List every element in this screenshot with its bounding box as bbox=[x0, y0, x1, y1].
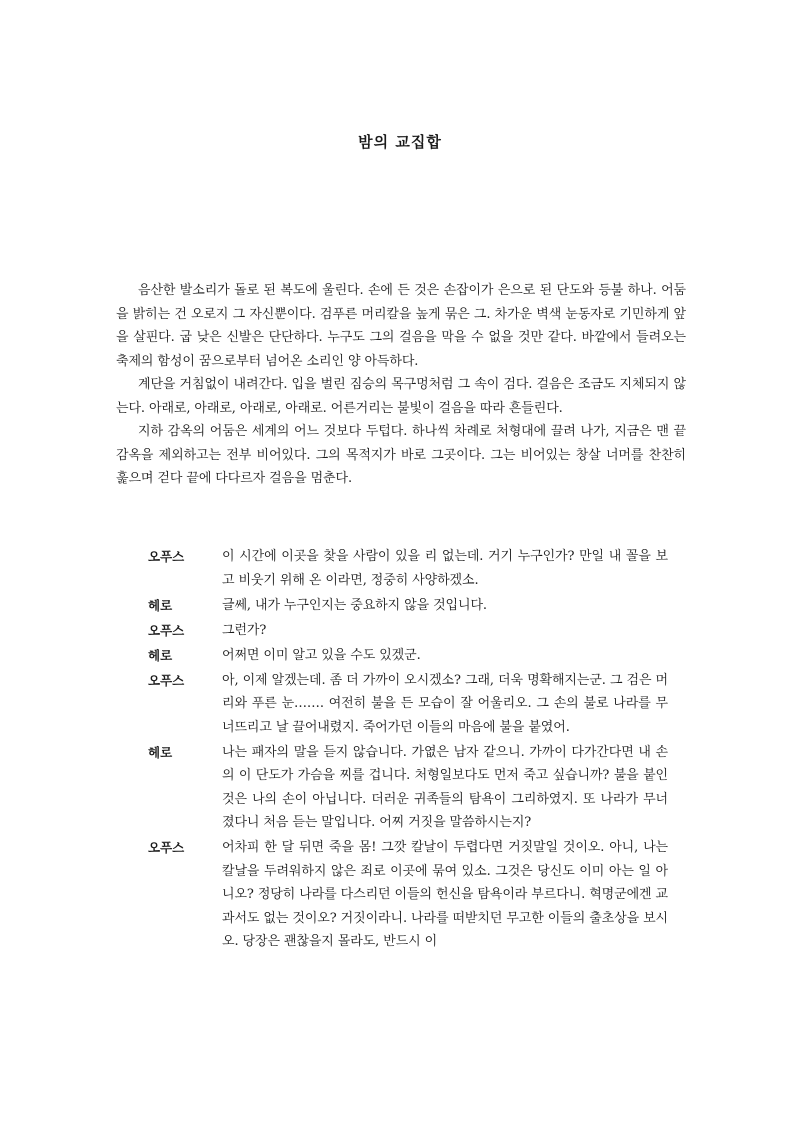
dialogue-line bbox=[148, 836, 668, 954]
document-title: 밤의 교집합 bbox=[358, 133, 442, 151]
dialogue-text: 아, 이제 알겠는데. 좀 더 가까이 오시겠소? 그래, 더욱 명확해지는군. 그 검은 머리와 푸른 눈……. 여전히 불을 든 모습이 잘 어울리오. 그 손의 불로 나라를 무너뜨리고 날 끌어내렸지. 죽어가던 이들의 마음에 불을 붙였어. bbox=[222, 672, 668, 735]
speaker-name: 헤로 bbox=[148, 647, 173, 663]
speaker-name: 오푸스 bbox=[148, 549, 185, 564]
dialogue-line bbox=[148, 741, 668, 835]
narrative-paragraph: 음산한 발소리가 돌로 된 복도에 울린다. 손에 든 것은 손잡이가 은으로 된 단도와 등불 하나. 어둠을 밝히는 건 오로지 그 자신뿐이다. 검푸른 머리칼을 높게 묶은 그. 차가운 벽색 눈동자로 기민하게 앞을 살핀다. 굽 낮은 신발은 단단하다. 누구도 그의 걸음을 막을 수 없을 것만 같다. 바깥에서 들려오는 축제의 함성이 꿈으로부터 넘어온 소리인 양 아득하다. bbox=[116, 283, 686, 369]
speaker-name: 오푸스 bbox=[148, 672, 185, 688]
dialogue-text: 나는 패자의 말을 듣지 않습니다. 가엾은 남자 같으니. 가까이 다가간다면 내 손의 이 단도가 가슴을 찌를 겁니다. 처형일보다도 먼저 죽고 싶습니까? 불을 붙인 것은 나의 손이 아닙니다. 더러운 귀족들의 탐욕이 그리하였지. 또 나라가 무너졌다니 처음 듣는 말입니다. 어찌 거짓을 말씀하시는지? bbox=[222, 744, 668, 830]
dialogue-text: 어차피 한 달 뒤면 죽을 몸! 그깟 칼날이 두렵다면 거짓말일 것이오. 아니, 나는 칼날을 두려워하지 않은 죄로 이곳에 묶여 있소. 그것은 당신도 이미 아는 일 아니오? 정당히 나라를 다스리던 이들의 헌신을 탐욕이라 부르다니. 혁명군에겐 교과서도 없는 것이오? 거짓이라니. 나라를 떠받치던 무고한 이들의 출초상을 보시오. 당장은 괜찮을지 몰라도, 반드시 이 bbox=[222, 840, 668, 949]
narrative-paragraph: 계단을 거침없이 내려간다. 입을 벌린 짐승의 목구멍처럼 그 속이 검다. 걸음은 조금도 지체되지 않는다. 아래로, 아래로, 아래로, 아래로. 어른거리는 불빛이 걸음을 따라 흔들린다. bbox=[116, 377, 686, 416]
dialogue-line bbox=[148, 545, 668, 592]
speaker-name: 헤로 bbox=[148, 597, 173, 613]
dialogue-line bbox=[148, 644, 668, 668]
speaker-name: 오푸스 bbox=[148, 840, 185, 855]
dialogue-line bbox=[148, 669, 668, 740]
speaker-name: 헤로 bbox=[148, 744, 173, 760]
dialogue-line bbox=[148, 619, 668, 643]
speaker-name: 오푸스 bbox=[148, 622, 185, 638]
dialogue-text: 글쎄, 내가 누구인지는 중요하지 않을 것입니다. bbox=[222, 597, 487, 613]
dialogue-text: 이 시간에 이곳을 찾을 사람이 있을 리 없는데. 거기 누구인가? 만일 내 꼴을 보고 비웃기 위해 온 이라면, 정중히 사양하겠소. bbox=[222, 549, 668, 588]
dialogue-text: 어쩌면 이미 알고 있을 수도 있겠군. bbox=[222, 647, 421, 663]
narrative-paragraph: 지하 감옥의 어둠은 세계의 어느 것보다 두텁다. 하나씩 차례로 처형대에 끌려 나가, 지금은 맨 끝 감옥을 제외하고는 전부 비어있다. 그의 목적지가 바로 그곳이다. 그는 비어있는 창살 너머를 찬찬히 훑으며 걷다 끝에 다다르자 걸음을 멈춘다. bbox=[116, 424, 686, 486]
dialogue-section bbox=[148, 545, 668, 955]
dialogue-text: 그런가? bbox=[222, 622, 267, 638]
dialogue-line bbox=[148, 594, 668, 618]
narrative-section bbox=[116, 279, 686, 491]
